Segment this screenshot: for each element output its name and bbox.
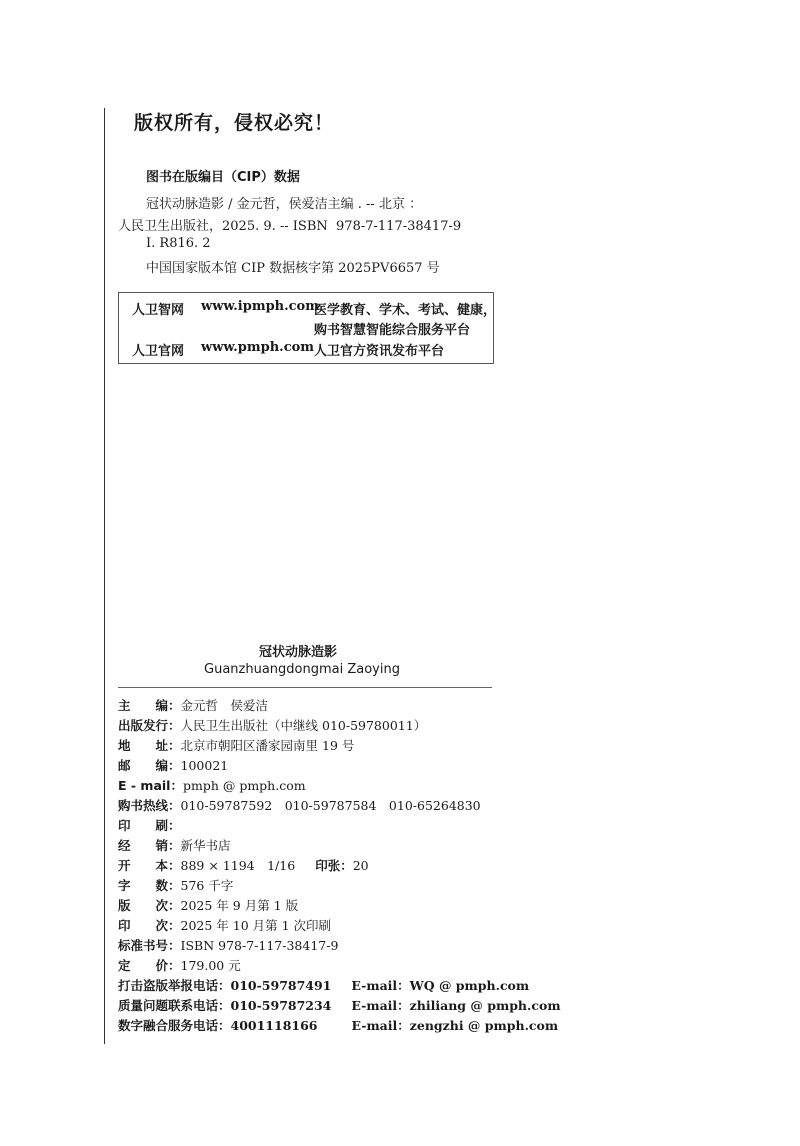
copyright-notice: 版权所有，侵权必究！ xyxy=(134,112,335,134)
info-row xyxy=(118,876,233,896)
info-row xyxy=(118,696,268,716)
info-row xyxy=(118,896,298,916)
contact-row xyxy=(118,976,529,996)
contact-email[interactable]: E-mail：WQ @ pmph.com xyxy=(351,978,530,993)
contact-phone: 4001118166 xyxy=(230,1018,318,1033)
info-label: 印张： xyxy=(315,858,353,873)
contact-row xyxy=(118,1016,558,1036)
cip-line-4: 中国国家版本馆 CIP 数据核字第 2025PV6657 号 xyxy=(146,261,440,276)
info-value: 889 × 1194 1/16 xyxy=(180,858,296,873)
platform-desc: 医学教育、学术、考试、健康， xyxy=(314,303,497,318)
platform-desc: 购书智慧智能综合服务平台 xyxy=(314,323,471,338)
info-label: 字 数： xyxy=(118,878,181,893)
info-row xyxy=(118,956,241,976)
pmph-platform-box xyxy=(118,292,497,364)
info-label: 标准书号： xyxy=(118,938,181,953)
info-row xyxy=(118,836,231,856)
info-value: 金元哲 侯爱洁 xyxy=(180,698,269,713)
info-value: 576 千字 xyxy=(180,878,234,893)
info-label: 地 址： xyxy=(118,738,181,753)
contact-label: 质量问题联系电话： xyxy=(118,998,231,1013)
contact-email[interactable]: E-mail：zengzhi @ pmph.com xyxy=(351,1018,559,1033)
platform-key: 人卫官网 xyxy=(132,344,185,359)
info-label: 开 本： xyxy=(118,858,181,873)
info-row xyxy=(118,916,331,936)
info-label: E - mail： xyxy=(118,778,183,793)
platform-key: 人卫智网 xyxy=(132,303,185,318)
contact-phone: 010-59787491 xyxy=(230,978,332,993)
cip-line-1: 冠状动脉造影 / 金元哲，侯爱洁主编 . -- 北京 ： xyxy=(146,197,423,212)
info-value: 2025 年 9 月第 1 版 xyxy=(180,898,299,913)
info-value: 100021 xyxy=(180,758,229,773)
book-title: 冠状动脉造影 xyxy=(258,645,337,660)
info-label: 出版发行： xyxy=(118,718,181,733)
info-label: 邮 编： xyxy=(118,758,181,773)
info-value: 2025 年 10 月第 1 次印刷 xyxy=(180,918,332,933)
info-label: 印 次： xyxy=(118,918,181,933)
info-row xyxy=(118,756,228,776)
cip-title: 图书在版编目（CIP）数据 xyxy=(146,170,300,185)
info-value: 新华书店 xyxy=(180,838,231,853)
info-value: 北京市朝阳区潘家园南里 19 号 xyxy=(180,738,355,753)
info-label: 购书热线： xyxy=(118,798,181,813)
contact-row xyxy=(118,996,561,1016)
platform-desc: 人卫官方资讯发布平台 xyxy=(314,344,445,359)
info-row xyxy=(118,856,369,876)
contact-phone: 010-59787234 xyxy=(230,998,332,1013)
info-value: 20 xyxy=(352,858,369,873)
info-label: 版 次： xyxy=(118,898,181,913)
info-value: 人民卫生出版社（中继线 010-59780011） xyxy=(180,718,427,733)
info-label: 经 销： xyxy=(118,838,181,853)
info-value: 010-59787592 010-59787584 010-65264830 xyxy=(180,798,481,813)
info-value: ISBN 978-7-117-38417-9 xyxy=(180,938,339,953)
info-row xyxy=(118,936,338,956)
info-row xyxy=(118,796,481,816)
info-value: 179.00 元 xyxy=(180,958,241,973)
info-value: pmph @ pmph.com xyxy=(182,778,306,793)
info-label: 印 刷： xyxy=(118,818,181,833)
cip-line-3: Ⅰ. R816. 2 xyxy=(146,236,211,251)
margin-rule xyxy=(104,108,105,1044)
book-title-pinyin: Guanzhuangdongmai Zaoying xyxy=(204,662,400,677)
contact-label: 打击盗版举报电话： xyxy=(118,978,231,993)
contact-email[interactable]: E-mail：zhiliang @ pmph.com xyxy=(351,998,561,1013)
info-label: 定 价： xyxy=(118,958,181,973)
contact-label: 数字融合服务电话： xyxy=(118,1018,231,1033)
divider xyxy=(118,687,492,688)
cip-line-2: 人民卫生出版社，2025. 9. -- ISBN 978-7-117-38417-9 xyxy=(118,219,462,234)
info-row xyxy=(118,776,306,796)
info-label: 主 编： xyxy=(118,698,181,713)
platform-url[interactable]: www.ipmph.com xyxy=(201,299,319,314)
platform-url[interactable]: www.pmph.com xyxy=(201,340,315,355)
info-row xyxy=(118,716,426,736)
info-row xyxy=(118,736,354,756)
info-row xyxy=(118,816,181,836)
